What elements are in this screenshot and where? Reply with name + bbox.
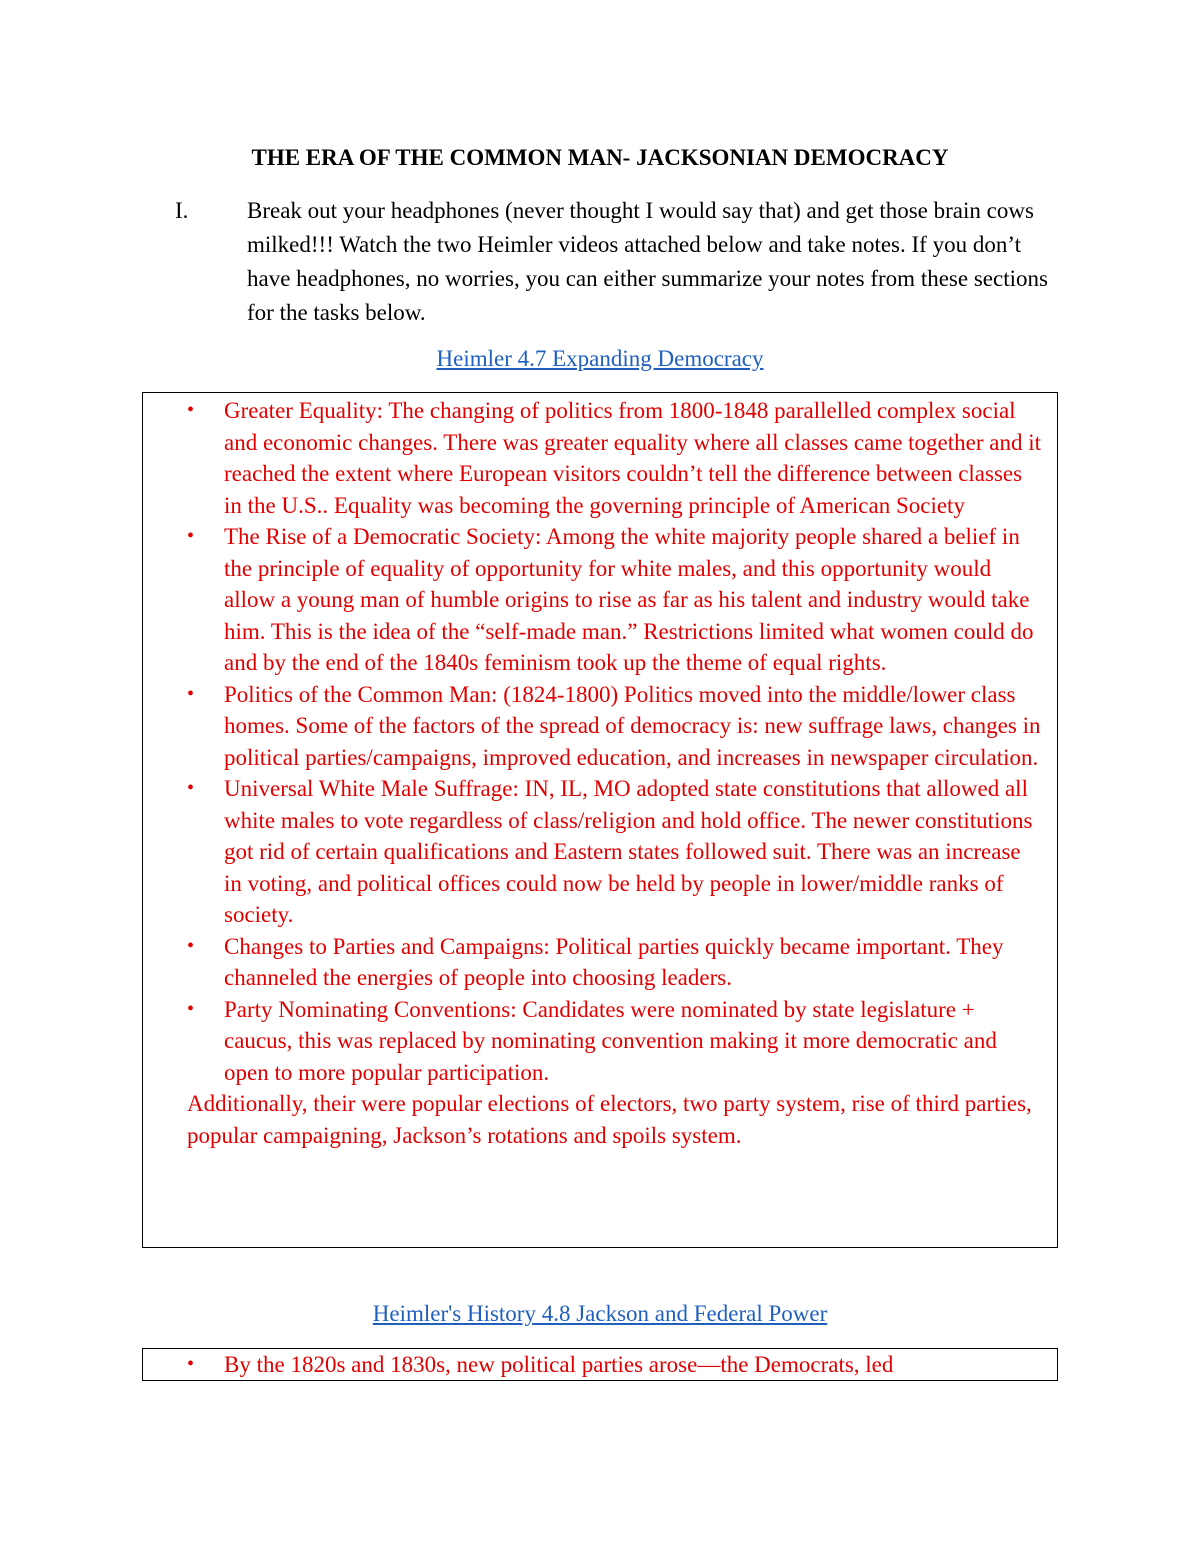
notes-box-jackson-federal-power <box>142 1348 1058 1381</box>
notes-list <box>187 395 1043 1088</box>
note-text: Universal White Male Suffrage: IN, IL, MO adopted state constitutions that allowed all white males to vote regardless of class/religion and hold office. The newer constitutions got rid of certain qualifications and Eastern states followed suit. There was an increase in voting, and political offices could now be held by people in lower/middle ranks of society. <box>224 776 1033 927</box>
intro-text: Break out your headphones (never thought I would say that) and get those brain cows milked!!! Watch the two Heimler videos attached below and take notes. If you don’t have headphones, no worries, you can either summarize your notes from these sections for the tasks below. <box>247 198 1048 325</box>
note-text: Party Nominating Conventions: Candidates were nominated by state legislature + caucus, this was replaced by nominating convention making it more democratic and open to more popular participation. <box>224 996 997 1085</box>
note-bullet-item <box>187 521 1043 679</box>
note-bullet-item <box>187 1349 1043 1381</box>
bullet-icon: • <box>187 682 195 705</box>
note-text: Changes to Parties and Campaigns: Political parties quickly became important. They channeled the energies of people into choosing leaders. <box>224 933 1004 990</box>
closing-note: Additionally, their were popular elections of electors, two party system, rise of third parties, popular campaigning, Jackson’s rotations and spoils system. <box>187 1091 1032 1148</box>
bullet-icon: • <box>187 525 195 547</box>
bullet-icon: • <box>187 934 195 957</box>
note-text: Politics of the Common Man: (1824-1800) Politics moved into the middle/lower class homes. Some of the factors of the spread of democracy is: new suffrage laws, changes in political parties/campaigns, improved education, and increases in newspaper circulation. <box>224 681 1041 770</box>
note-bullet-item <box>187 679 1043 774</box>
page-title: THE ERA OF THE COMMON MAN- JACKSONIAN DEMOCRACY <box>251 145 949 170</box>
heimler-4-8-link[interactable]: Heimler's History 4.8 Jackson and Federal Power <box>372 1301 828 1326</box>
bullet-icon: • <box>187 1353 195 1375</box>
note-bullet-item <box>187 931 1043 994</box>
notes-list <box>187 1349 1043 1381</box>
note-text: Greater Equality: The changing of politics from 1800-1848 parallelled complex social and economic changes. There was greater equality where all classes came together and it reached the extent where European visitors couldn’t tell the difference between classes in the U.S.. Equality was becoming the governing principle of American Society <box>224 398 1041 518</box>
notes-box-expanding-democracy <box>142 392 1058 1248</box>
heimler-4-7-link[interactable]: Heimler 4.7 Expanding Democracy <box>436 346 764 371</box>
note-bullet-item <box>187 994 1043 1089</box>
intro-item <box>175 194 1075 330</box>
list-marker: I. <box>175 198 189 223</box>
bullet-icon: • <box>187 399 195 421</box>
bullet-icon: • <box>187 777 195 799</box>
note-text: The Rise of a Democratic Society: Among the white majority people shared a belief in the principle of equality of opportunity for white males, and this opportunity would allow a young man of humble origins to rise as far as his talent and industry would take him. This is the idea of the “self-made man.” Restrictions limited what women could do and by the end of the 1840s feminism took up the theme of equal rights. <box>224 524 1034 675</box>
note-bullet-item <box>187 395 1043 521</box>
bullet-icon: • <box>187 997 195 1020</box>
note-text: By the 1820s and 1830s, new political parties arose—the Democrats, led <box>224 1352 894 1377</box>
note-bullet-item <box>187 773 1043 931</box>
